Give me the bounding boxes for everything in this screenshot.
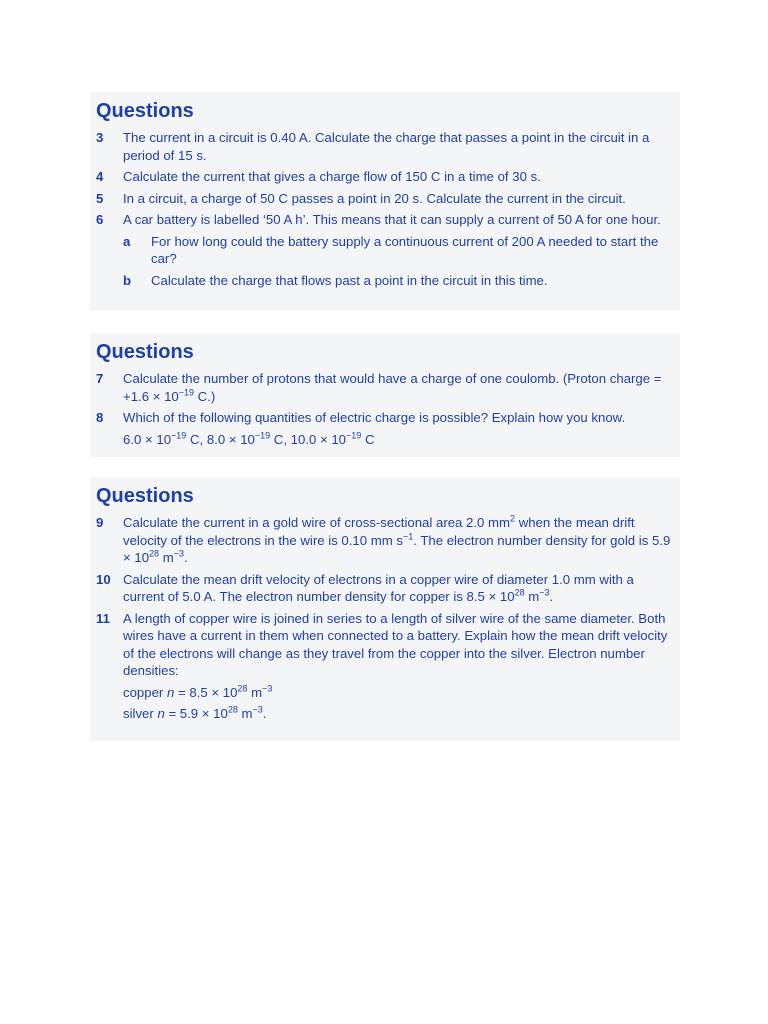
question-10 (96, 571, 674, 606)
question-8 (96, 409, 674, 427)
question-7 (96, 370, 674, 405)
question-number: 3 (96, 130, 104, 145)
subquestion-text: Calculate the charge that flows past a point in the circuit in this time. (151, 272, 548, 288)
question-text: A length of copper wire is joined in series to a length of silver wire of the same diameter. Both wires have a current in them when connected to a battery. Explain how the mean drift velocity of the electrons will change as they travel from the copper into the silver. Electron number densities: (123, 610, 668, 678)
question-number: 4 (96, 169, 104, 184)
question-4 (96, 168, 674, 186)
question-text: Calculate the number of protons that would have a charge of one coulomb. (Proton charge = $+1.6 \times 10^{-19}$ C.) (123, 371, 662, 404)
question-text: A car battery is labelled ‘50 A h’. This means that it can supply a current of 50 A for one hour. (123, 212, 661, 227)
question-11 (96, 610, 674, 680)
question-text: In a circuit, a charge of 50 C passes a point in 20 s. Calculate the current in the circuit. (123, 190, 626, 206)
question-text: Calculate the current in a gold wire of cross-sectional area 2.0 $mm^2$ when the mean drift velocity of the electrons in the wire is 0.10 mm $s^{-1}$. The electron number density for gold is $5.9 \times 10^{28}$ $m^{-3}$. (123, 513, 671, 565)
charge-options: $6.0 \times 10^{-19}$ C, $8.0 \times 10^{-19}$ C, $10.0 \times 10^{-19}$ C (123, 430, 375, 447)
question-number: 5 (96, 190, 104, 206)
question-number: 9 (96, 515, 104, 530)
subquestion-a (123, 233, 674, 268)
question-text: The current in a circuit is 0.40 A. Calculate the charge that passes a point in the circuit in a period of 15 s. (123, 130, 650, 163)
question-text: Calculate the current that gives a charge flow of 150 C in a time of 30 s. (123, 169, 541, 184)
question-6 (96, 211, 674, 289)
question-text: Calculate the mean drift velocity of electrons in a copper wire of diameter 1.0 mm with a current of 5.0 A. The electron number density for copper is $8.5 \times 10^{28}$ $m^{-3}$. (123, 571, 634, 604)
question-number: 11 (96, 610, 110, 626)
copper-density: copper $n = 8.5 \times 10^{28}$ $m^{-3}$ (123, 683, 273, 700)
section-heading: Questions (96, 341, 194, 363)
question-number: 8 (96, 410, 104, 425)
question-text: Which of the following quantities of electric charge is possible? Explain how you know. (123, 410, 626, 425)
question-number: 7 (96, 371, 104, 386)
question-number: 10 (96, 571, 111, 587)
questions-block-1 (90, 92, 680, 310)
question-number: 6 (96, 212, 104, 227)
subquestion-text: For how long could the battery supply a continuous current of 200 A needed to start the car? (151, 233, 659, 266)
section-heading: Questions (96, 485, 194, 507)
subquestion-b (123, 272, 674, 290)
questions-block-2 (90, 333, 680, 457)
questions-block-3 (90, 477, 680, 741)
section-heading: Questions (96, 100, 194, 122)
subquestion-label: b (123, 272, 132, 288)
question-9 (96, 514, 674, 567)
silver-density: silver $n = 5.9 \times 10^{28}$ $m^{-3}$. (123, 704, 267, 721)
subquestion-label: a (123, 233, 131, 249)
question-3 (96, 129, 674, 164)
question-5 (96, 190, 674, 208)
